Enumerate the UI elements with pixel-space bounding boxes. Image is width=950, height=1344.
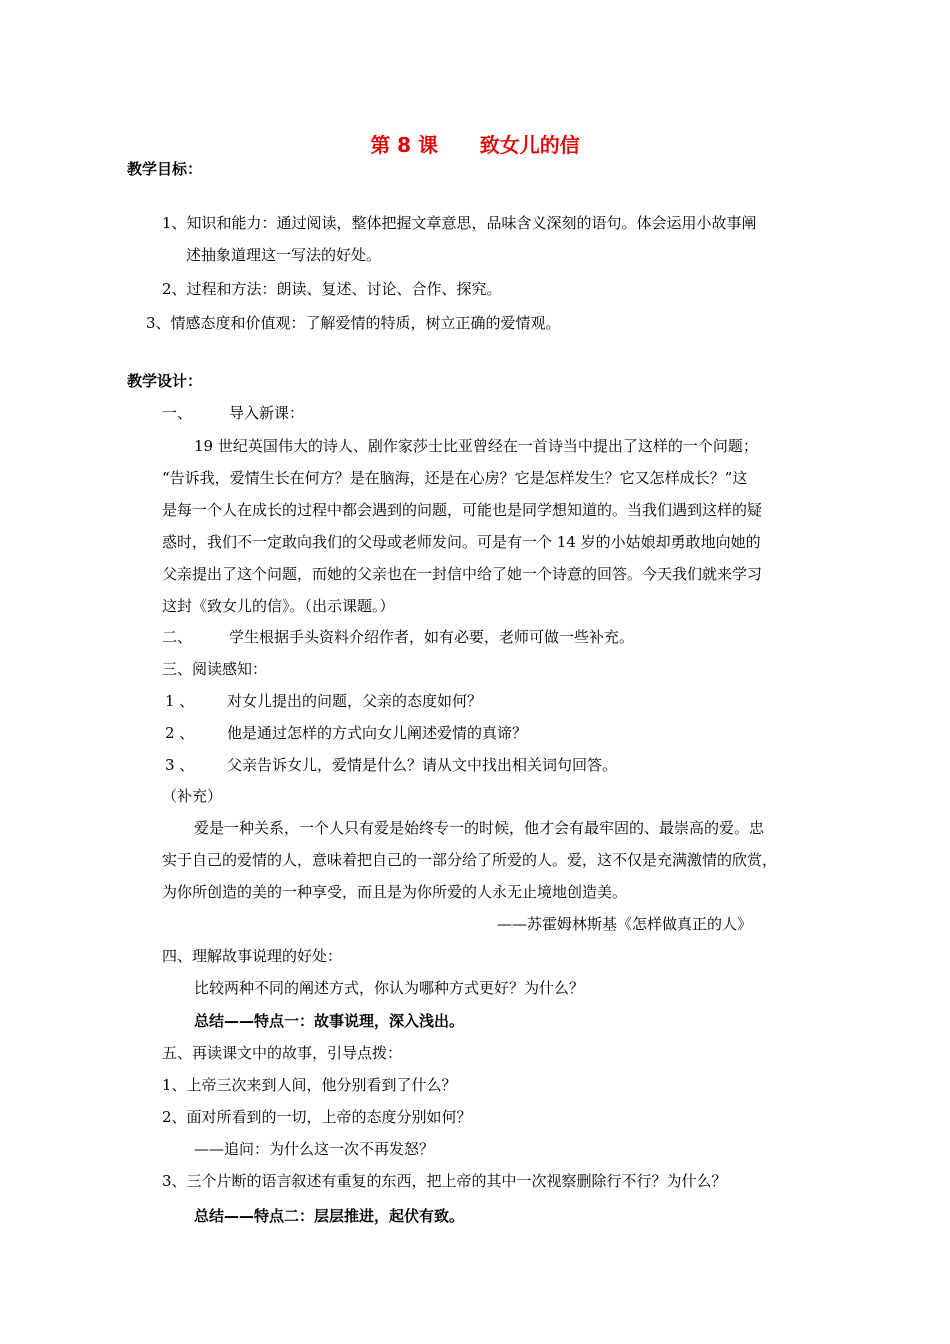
intro-line-1: 19 世纪英国伟大的诗人、剧作家莎士比亚曾经在一首诗当中提出了这样的一个问题； (194, 437, 758, 455)
section-4: 四、理解故事说理的好处： (162, 947, 343, 965)
quote-line-2: 实于自己的爱情的人，意味着把自己的一部分给了所爱的人。爱，这不仅是充满激情的欣赏， (162, 851, 778, 869)
goal-item-1-line-1: 1、知识和能力：通过阅读，整体把握文章意思，品味含义深刻的语句。体会运用小故事阐 (162, 214, 757, 232)
section-1-text: 导入新课： (229, 404, 305, 422)
goals-heading: 教学目标： (127, 160, 203, 178)
section-5-question-1: 1、上帝三次来到人间，他分别看到了什么？ (162, 1076, 457, 1094)
summary-2: 总结——特点二：层层推进，起伏有致。 (194, 1207, 465, 1225)
reading-question-1-number: 1 、 (165, 692, 195, 710)
quote-line-3: 为你所创造的美的一种享受，而且是为你所爱的人永无止境地创造美。 (162, 883, 628, 901)
goal-item-1-line-2: 述抽象道理这一写法的好处。 (186, 246, 382, 264)
supplement-label: （补充） (162, 787, 223, 805)
section-2-text: 学生根据手头资料介绍作者，如有必要，老师可做一些补充。 (229, 628, 635, 646)
section-1-number: 一、 (162, 404, 193, 422)
section-3: 三、阅读感知： (162, 660, 268, 678)
goal-item-2: 2、过程和方法：朗读、复述、讨论、合作、探究。 (162, 280, 502, 298)
section-5: 五、再读课文中的故事，引导点拨： (162, 1044, 403, 1062)
design-heading: 教学设计： (127, 372, 203, 390)
reading-question-2 (165, 723, 527, 743)
page-title: 第 8 课 致女儿的信 (370, 133, 580, 157)
intro-line-2: “告诉我，爱情生长在何方？是在脑海，还是在心房？它是怎样发生？它又怎样成长？”这 (162, 469, 748, 487)
reading-question-3-text: 父亲告诉女儿，爱情是什么？请从文中找出相关词句回答。 (227, 756, 618, 774)
intro-line-5: 父亲提出了这个问题，而她的父亲也在一封信中给了她一个诗意的回答。今天我们就来学习 (162, 565, 763, 583)
goal-item-3: 3、情感态度和价值观：了解爱情的特质，树立正确的爱情观。 (146, 314, 561, 332)
summary-1: 总结——特点一：故事说理，深入浅出。 (194, 1012, 465, 1030)
section-5-follow-up: ——追问：为什么这一次不再发怒？ (194, 1140, 435, 1158)
reading-question-3-number: 3 、 (165, 756, 195, 774)
reading-question-1 (165, 691, 482, 711)
section-2 (162, 627, 634, 647)
reading-question-3 (165, 755, 617, 775)
quote-source: ——苏霍姆林斯基《怎样做真正的人》 (497, 915, 753, 933)
section-5-question-2: 2、面对所看到的一切，上帝的态度分别如何？ (162, 1108, 472, 1126)
section-4-question: 比较两种不同的阐述方式，你认为哪种方式更好？为什么？ (194, 979, 585, 997)
quote-line-1: 爱是一种关系，一个人只有爱是始终专一的时候，他才会有最牢固的、最崇高的爱。忠 (194, 819, 765, 837)
intro-line-6: 这封《致女儿的信》。（出示课题。） (162, 597, 395, 615)
reading-question-2-text: 他是通过怎样的方式向女儿阐述爱情的真谛？ (227, 724, 528, 742)
section-1 (162, 403, 304, 423)
reading-question-2-number: 2 、 (165, 724, 195, 742)
section-2-number: 二、 (162, 628, 193, 646)
reading-question-1-text: 对女儿提出的问题，父亲的态度如何？ (227, 692, 483, 710)
intro-line-3: 是每一个人在成长的过程中都会遇到的问题，可能也是同学想知道的。当我们遇到这样的疑 (162, 501, 763, 519)
intro-line-4: 惑时，我们不一定敢向我们的父母或老师发问。可是有一个 14 岁的小姑娘却勇敢地向她的 (162, 533, 761, 551)
section-5-question-3: 3、三个片断的语言叙述有重复的东西，把上帝的其中一次视察删除行不行？为什么？ (162, 1172, 727, 1190)
